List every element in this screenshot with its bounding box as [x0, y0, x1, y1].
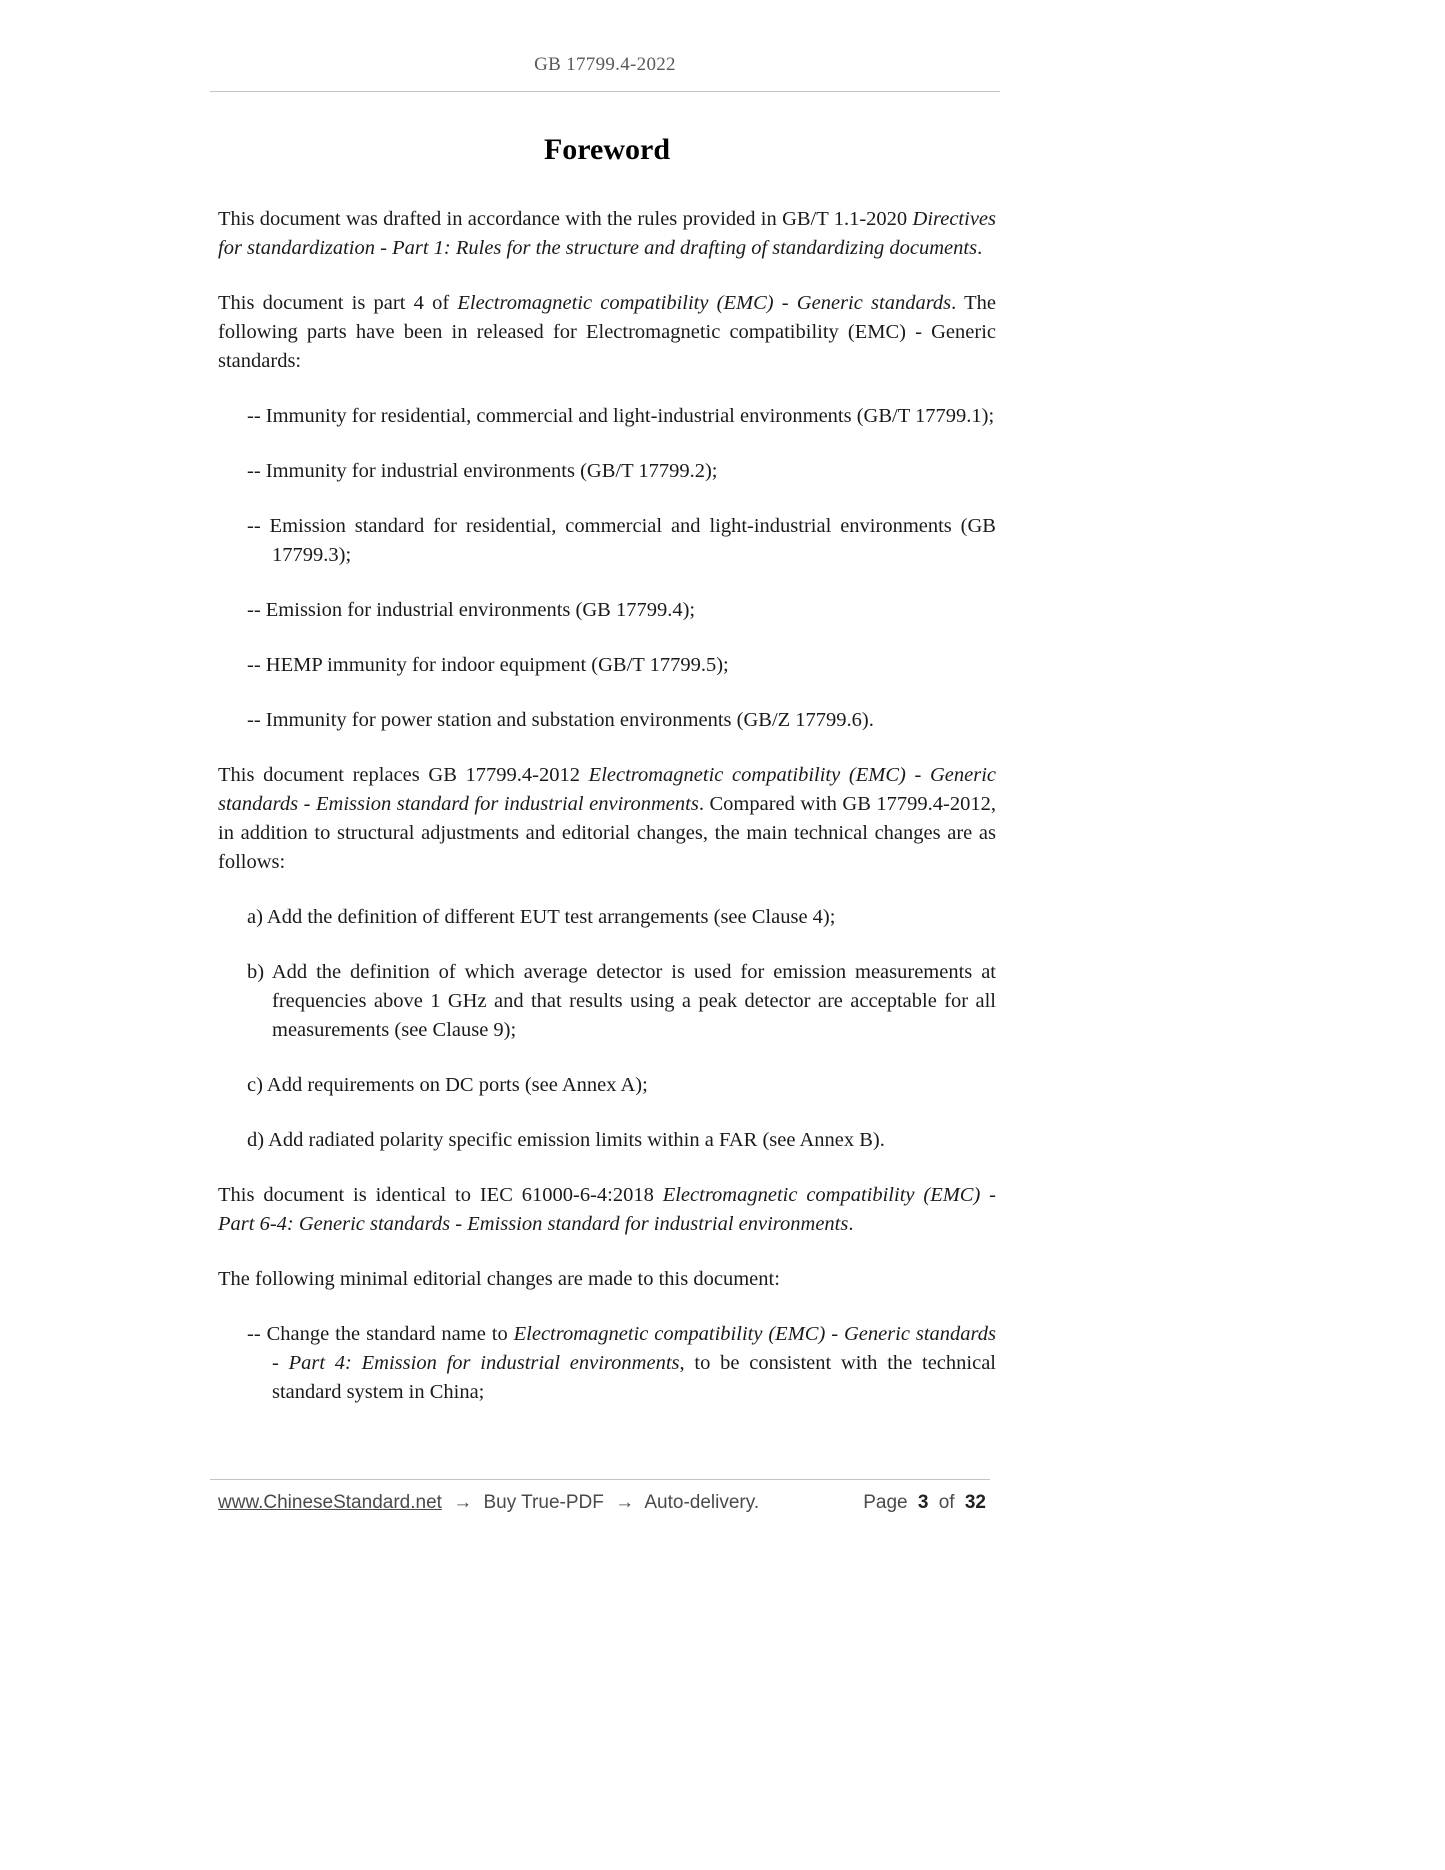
list-item [218, 512, 996, 570]
text-segment: -- Emission for industrial environments (GB 17799.4); [247, 599, 696, 621]
paragraph [218, 1265, 996, 1294]
arrow-icon: → [615, 1492, 635, 1513]
text-segment: -- HEMP immunity for indoor equipment (GB/T 17799.5); [247, 654, 729, 676]
text-segment: c) Add requirements on DC ports (see Annex A); [247, 1074, 648, 1096]
document-number: GB 17799.4-2022 [534, 54, 676, 75]
content-column [218, 130, 996, 1433]
paragraph [218, 761, 996, 877]
italic-text-segment: Electromagnetic compatibility (EMC) - Part 6-4: Generic standards - Emission standard for industrial environments [218, 1184, 996, 1235]
text-segment: a) Add the definition of different EUT test arrangements (see Clause 4); [247, 906, 836, 928]
list-item [218, 457, 996, 486]
paragraph [218, 205, 996, 263]
list-item [218, 1126, 996, 1155]
footer-delivery-text: Auto-delivery. [644, 1492, 760, 1513]
current-page-number: 3 [917, 1492, 929, 1513]
total-page-number: 32 [964, 1492, 986, 1513]
footer-source-line [218, 1492, 765, 1514]
page-title: Foreword [543, 133, 671, 166]
list-item [218, 1071, 996, 1100]
page-indicator [858, 1492, 986, 1514]
text-segment: . [977, 237, 983, 259]
text-segment: b) Add the definition of which average detector is used for emission measurements at frequencies above 1 GHz and that results using a peak detector are acceptable for all measurements (see Clause 9); [247, 961, 996, 1041]
list-item [218, 596, 996, 625]
text-segment: -- Emission standard for residential, commercial and light-industrial environments (GB 17799.3); [247, 515, 996, 566]
list-item [218, 651, 996, 680]
italic-text-segment: Electromagnetic compatibility (EMC) - Generic standards [457, 292, 952, 314]
paragraph [218, 1181, 996, 1239]
text-segment: , to be consistent with the technical standard system in China; [272, 1352, 996, 1403]
footer-page-label: Page [863, 1492, 908, 1513]
list-item [218, 958, 996, 1045]
text-segment: d) Add radiated polarity specific emission limits within a FAR (see Annex B). [247, 1129, 885, 1151]
header-divider [210, 91, 1000, 92]
text-segment: -- Change the standard name to [247, 1323, 514, 1345]
document-body [218, 205, 996, 1407]
text-segment: This document is part 4 of [218, 292, 458, 314]
list-item [218, 402, 996, 431]
text-segment: . Compared with GB 17799.4-2012, in addition to structural adjustments and editorial changes, the main technical changes are as follows: [218, 793, 996, 873]
list-item [218, 706, 996, 735]
text-segment: This document was drafted in accordance with the rules provided in GB/T 1.1-2020 [218, 208, 913, 230]
text-segment: -- Immunity for industrial environments (GB/T 17799.2); [247, 460, 718, 482]
text-segment: This document is identical to IEC 61000-6-4:2018 [218, 1184, 663, 1206]
italic-text-segment: Electromagnetic compatibility (EMC) - Generic standards - Part 4: Emission for industrial environments [272, 1323, 997, 1374]
arrow-icon: → [453, 1492, 473, 1513]
footer-divider [210, 1479, 990, 1480]
italic-text-segment: Electromagnetic compatibility (EMC) - Generic standards - Emission standard for industrial environments [218, 764, 996, 815]
text-segment: -- Immunity for residential, commercial and light-industrial environments (GB/T 17799.1); [247, 405, 995, 427]
text-segment: -- Immunity for power station and substation environments (GB/Z 17799.6). [247, 709, 874, 731]
list-item [218, 1320, 996, 1407]
footer-buy-text: Buy True-PDF [483, 1492, 604, 1513]
paragraph [218, 289, 996, 376]
text-segment: The following minimal editorial changes are made to this document: [218, 1268, 780, 1290]
text-segment: . The following parts have been in released for Electromagnetic compatibility (EMC) - Generic standards: [218, 292, 996, 372]
list-item [218, 903, 996, 932]
text-segment: . [848, 1213, 854, 1235]
footer-of-label: of [938, 1492, 955, 1513]
page-footer [218, 1492, 986, 1514]
text-segment: This document replaces GB 17799.4-2012 [218, 764, 589, 786]
italic-text-segment: Directives for standardization - Part 1: Rules for the structure and drafting of standardizing documents [218, 208, 996, 259]
footer-site-link[interactable]: www.ChineseStandard.net [218, 1492, 442, 1513]
